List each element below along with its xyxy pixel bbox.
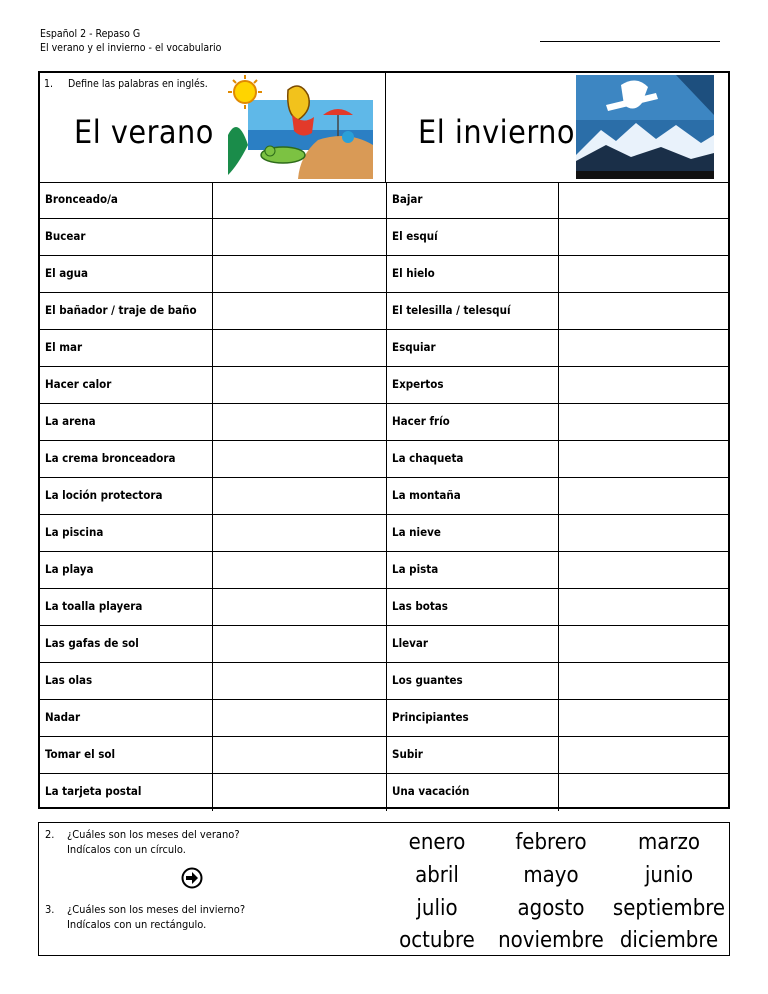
summer-word: La tarjeta postal	[45, 784, 142, 798]
table-row	[40, 626, 728, 663]
winter-word: Esquiar	[392, 340, 436, 354]
table-row	[40, 330, 728, 367]
summer-word: La playa	[45, 562, 94, 576]
table-row	[40, 256, 728, 293]
months-section	[38, 822, 730, 956]
summer-word: La toalla playera	[45, 599, 143, 613]
table-row	[40, 404, 728, 441]
summer-answer-cell[interactable]	[212, 737, 386, 773]
table-row	[40, 367, 728, 404]
summer-word: Nadar	[45, 710, 81, 724]
winter-answer-cell[interactable]	[558, 478, 728, 514]
table-row	[40, 737, 728, 774]
summer-answer-cell[interactable]	[212, 293, 386, 329]
winter-word: Subir	[392, 747, 423, 761]
winter-answer-cell[interactable]	[558, 774, 728, 811]
worksheet-header	[40, 27, 221, 55]
summer-answer-cell[interactable]	[212, 589, 386, 625]
month-november[interactable]: noviembre	[498, 928, 604, 953]
winter-answer-cell[interactable]	[558, 441, 728, 477]
winter-answer-cell[interactable]	[558, 404, 728, 440]
month-february[interactable]: febrero	[515, 830, 587, 855]
table-row	[40, 515, 728, 552]
winter-answer-cell[interactable]	[558, 700, 728, 736]
table-row	[40, 441, 728, 478]
summer-word: Hacer calor	[45, 377, 112, 391]
summer-answer-cell[interactable]	[212, 182, 386, 218]
winter-answer-cell[interactable]	[558, 293, 728, 329]
summer-answer-cell[interactable]	[212, 441, 386, 477]
table-row	[40, 774, 728, 811]
winter-answer-cell[interactable]	[558, 219, 728, 255]
summer-answer-cell[interactable]	[212, 478, 386, 514]
month-july[interactable]: julio	[416, 896, 458, 921]
month-december[interactable]: diciembre	[619, 928, 719, 953]
winter-word: El hielo	[392, 266, 435, 280]
month-september[interactable]: septiembre	[612, 896, 726, 921]
header-course: Español 2 - Repaso G	[40, 28, 141, 40]
table-row	[40, 589, 728, 626]
winter-word: Bajar	[392, 192, 423, 206]
summer-word: La loción protectora	[45, 488, 163, 502]
summer-answer-cell[interactable]	[212, 700, 386, 736]
table-row	[40, 293, 728, 330]
summer-word: Las gafas de sol	[45, 636, 139, 650]
summer-word: La arena	[45, 414, 96, 428]
summer-word: La crema bronceadora	[45, 451, 176, 465]
summer-answer-cell[interactable]	[212, 256, 386, 292]
winter-answer-cell[interactable]	[558, 182, 728, 218]
table-row	[40, 219, 728, 256]
winter-word: Hacer frío	[392, 414, 450, 428]
beach-cartoon-image	[228, 75, 373, 179]
winter-answer-cell[interactable]	[558, 626, 728, 662]
winter-word: Las botas	[392, 599, 448, 613]
vocab-rows	[40, 182, 728, 811]
month-june[interactable]: junio	[644, 863, 694, 888]
table-row	[40, 663, 728, 700]
question-winter-months: 3. ¿Cuáles son los meses del invierno? Indícalos con un rectángulo.	[45, 903, 246, 931]
question-summer-months: 2. ¿Cuáles son los meses del verano? Indícalos con un círculo.	[45, 828, 240, 856]
summer-word: El bañador / traje de baño	[45, 303, 197, 317]
winter-answer-cell[interactable]	[558, 552, 728, 588]
winter-word: La nieve	[392, 525, 441, 539]
summer-word: Bronceado/a	[45, 192, 118, 206]
title-summer: El verano	[74, 113, 214, 151]
winter-answer-cell[interactable]	[558, 589, 728, 625]
winter-word: Una vacación	[392, 784, 470, 798]
winter-word: La pista	[392, 562, 439, 576]
summer-word: Tomar el sol	[45, 747, 116, 761]
instruction: 1. Define las palabras en inglés.	[44, 78, 208, 90]
table-row	[40, 182, 728, 219]
summer-answer-cell[interactable]	[212, 219, 386, 255]
header-topic: El verano y el invierno - el vocabulario	[40, 42, 222, 54]
winter-word: Llevar	[392, 636, 428, 650]
winter-word: El esquí	[392, 229, 438, 243]
winter-answer-cell[interactable]	[558, 367, 728, 403]
name-line[interactable]	[540, 41, 720, 42]
table-row	[40, 700, 728, 737]
title-winter: El invierno	[418, 113, 575, 151]
month-march[interactable]: marzo	[637, 830, 701, 855]
winter-word: La montaña	[392, 488, 461, 502]
summer-word: El mar	[45, 340, 83, 354]
summer-answer-cell[interactable]	[212, 367, 386, 403]
summer-answer-cell[interactable]	[212, 515, 386, 551]
winter-word: La chaqueta	[392, 451, 464, 465]
vocabulary-table	[38, 71, 730, 809]
month-may[interactable]: mayo	[523, 863, 579, 888]
winter-word: El telesilla / telesquí	[392, 303, 511, 317]
winter-word: Principiantes	[392, 710, 469, 724]
summer-answer-cell[interactable]	[212, 626, 386, 662]
summer-answer-cell[interactable]	[212, 552, 386, 588]
summer-word: La piscina	[45, 525, 104, 539]
winter-answer-cell[interactable]	[558, 515, 728, 551]
winter-word: Los guantes	[392, 673, 463, 687]
summer-answer-cell[interactable]	[212, 404, 386, 440]
circled-right-arrow-icon	[181, 867, 203, 889]
summer-answer-cell[interactable]	[212, 330, 386, 366]
table-row	[40, 478, 728, 515]
summer-word: Las olas	[45, 673, 93, 687]
month-january[interactable]: enero	[408, 830, 466, 855]
summer-answer-cell[interactable]	[212, 774, 386, 811]
winter-answer-cell[interactable]	[558, 663, 728, 699]
winter-answer-cell[interactable]	[558, 330, 728, 366]
winter-answer-cell[interactable]	[558, 256, 728, 292]
month-october[interactable]: octubre	[399, 928, 475, 953]
table-row	[40, 552, 728, 589]
month-april[interactable]: abril	[415, 863, 459, 888]
month-august[interactable]: agosto	[517, 896, 585, 921]
winter-word: Expertos	[392, 377, 444, 391]
table-heading	[40, 73, 728, 183]
summer-word: Bucear	[45, 229, 86, 243]
summer-answer-cell[interactable]	[212, 663, 386, 699]
snowboarder-image	[576, 75, 714, 179]
winter-answer-cell[interactable]	[558, 737, 728, 773]
summer-word: El agua	[45, 266, 88, 280]
